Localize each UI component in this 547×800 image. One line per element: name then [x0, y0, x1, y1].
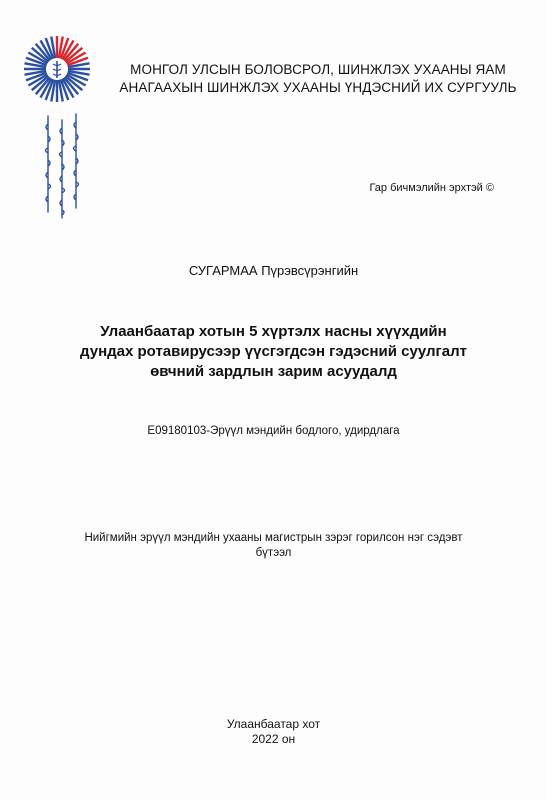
place-and-year — [0, 717, 547, 747]
specialty-code: E09180103-Эрүүл мэндийн бодлого, удирдлага — [147, 425, 400, 437]
copyright-notice: Гар бичмэлийн эрхтэй © — [369, 182, 494, 194]
degree-statement-line: бүтээл — [255, 547, 292, 559]
thesis-title — [60, 322, 487, 382]
mongolian-script-name-icon — [38, 112, 88, 222]
city: Улаанбаатар хот — [226, 717, 321, 731]
thesis-title-line: өвчний зардлын зарим асуудалд — [150, 363, 397, 380]
thesis-title-line: Улаанбаатар хотын 5 хүртэлх насны хүүхдийн — [100, 323, 447, 340]
university-name: АНАГААХЫН ШИНЖЛЭХ УХААНЫ ҮНДЭСНИЙ ИХ СУРГУУЛЬ — [119, 80, 517, 95]
year: 2022 он — [251, 732, 296, 746]
university-emblem-icon — [22, 34, 92, 104]
ministry-name: МОНГОЛ УЛСЫН БОЛОВСРОЛ, ШИНЖЛЭХ УХААНЫ ЯАМ — [130, 62, 506, 77]
author-name: СУГАРМАА Пүрэвсүрэнгийн — [188, 263, 359, 278]
thesis-title-line: дундах ротавирусээр үүсгэгдсэн гэдэсний суулгалт — [80, 343, 467, 360]
degree-statement-line: Нийгмийн эрүүл мэндийн ухааны магистрын зэрэг горилсон нэг сэдэвт — [84, 532, 463, 544]
degree-statement — [0, 531, 547, 561]
